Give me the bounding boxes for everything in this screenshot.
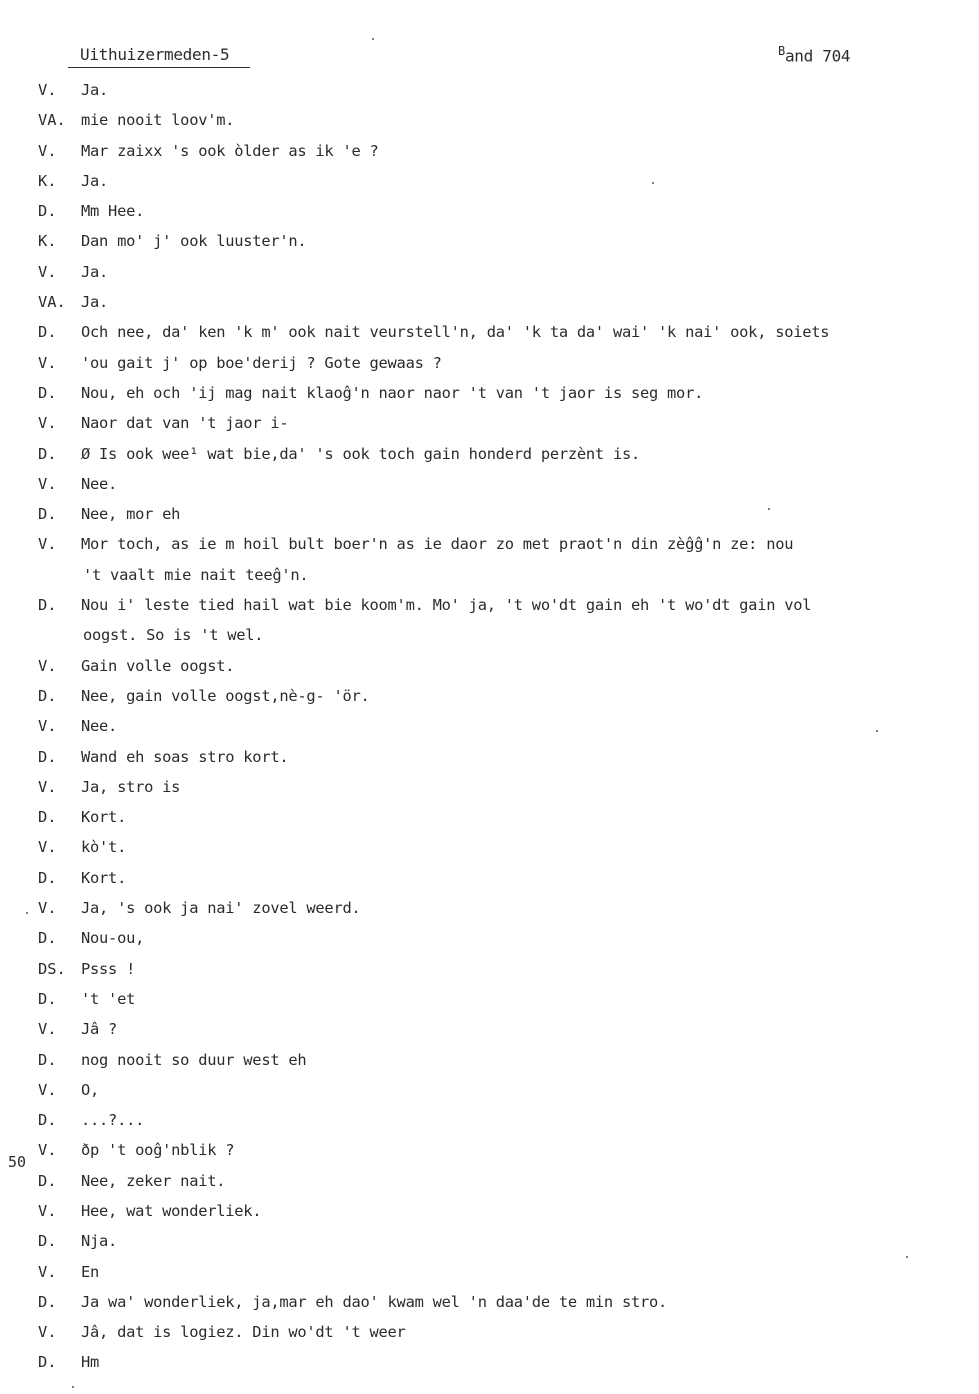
utterance-text: Mar zaixx 's ook òlder as ik 'e ? xyxy=(81,141,379,160)
transcript-line xyxy=(0,378,979,408)
speaker-label: D. xyxy=(38,596,57,615)
transcript-line xyxy=(0,742,979,772)
speaker-label: D. xyxy=(38,202,57,221)
speaker-label: D. xyxy=(38,1292,57,1311)
title-underline xyxy=(68,67,250,68)
utterance-text: Ja. xyxy=(81,81,109,99)
transcript-line xyxy=(0,226,979,256)
utterance-text: 't 'et xyxy=(81,989,136,1008)
speaker-label: VA. xyxy=(38,293,66,312)
utterance-text: Nou, eh och 'ij mag nait klaoĝ'n naor naor 't van 't jaor is seg mor. xyxy=(81,383,704,402)
transcript-line xyxy=(0,1317,979,1347)
transcript-line xyxy=(0,1347,979,1377)
utterance-text: Ø Is ook wee¹ wat bie,da' 's ook toch gain honderd perzènt is. xyxy=(81,444,640,463)
utterance-text: Hm xyxy=(81,1353,100,1372)
utterance-text: Nou-ou, xyxy=(81,929,145,948)
transcript-line xyxy=(0,1075,979,1105)
speaker-label: D. xyxy=(38,505,57,524)
utterance-text: oogst. So is 't wel. xyxy=(83,626,264,645)
utterance-text: Och nee, da' ken 'k m' ook nait veurstell'n, da' 'k ta da' wai' 'k nai' ook, soiets xyxy=(81,323,830,342)
transcript-line xyxy=(0,1166,979,1196)
utterance-text: ...?... xyxy=(81,1111,145,1130)
utterance-text: Jâ, dat is logiez. Din wo'dt 't weer xyxy=(81,1323,406,1342)
transcript-line xyxy=(0,954,979,984)
speaker-label: D. xyxy=(38,686,57,705)
scan-speck xyxy=(72,1386,74,1388)
transcript-line xyxy=(0,590,979,620)
speaker-label: V. xyxy=(38,1020,57,1039)
utterance-text: Mm Hee. xyxy=(81,202,145,221)
utterance-text: Nee, mor eh xyxy=(81,505,181,524)
utterance-text: Kort. xyxy=(81,868,127,887)
utterance-text: 't vaalt mie nait teeĝ'n. xyxy=(83,565,309,584)
transcript-line xyxy=(0,651,979,681)
transcript-line xyxy=(0,681,979,711)
speaker-label: V. xyxy=(38,1323,57,1342)
utterance-text: Nee. xyxy=(81,474,118,493)
transcript-line xyxy=(0,711,979,741)
speaker-label: D. xyxy=(38,383,57,402)
transcript-line xyxy=(0,75,979,105)
scan-speck xyxy=(372,38,374,40)
transcript-line xyxy=(0,1196,979,1226)
band-label: and 704 xyxy=(784,46,851,66)
transcript-line xyxy=(0,1226,979,1256)
transcript-line xyxy=(0,772,979,802)
transcript-line xyxy=(0,257,979,287)
scan-speck xyxy=(906,1256,908,1258)
scan-speck xyxy=(652,182,654,184)
speaker-label: V. xyxy=(38,262,57,281)
speaker-label: D. xyxy=(38,1232,57,1251)
speaker-label: D. xyxy=(38,747,57,766)
utterance-text: mie nooit loov'm. xyxy=(81,111,235,130)
speaker-label: V. xyxy=(38,838,57,857)
speaker-label: VA. xyxy=(38,111,66,130)
scan-speck xyxy=(768,508,770,510)
band-number xyxy=(778,44,850,65)
transcript-line xyxy=(0,1045,979,1075)
transcript-line xyxy=(0,287,979,317)
speaker-label: D. xyxy=(38,1111,57,1130)
speaker-label: DS. xyxy=(38,959,66,978)
transcript-line xyxy=(0,499,979,529)
speaker-label: V. xyxy=(38,535,57,554)
transcript-line xyxy=(0,408,979,438)
utterance-text: Hee, wat wonderliek. xyxy=(81,1201,262,1220)
transcript-line xyxy=(0,348,979,378)
speaker-label: K. xyxy=(38,232,57,251)
utterance-text: 'ou gait j' op boe'derij ? Gote gewaas ? xyxy=(81,353,442,372)
speaker-label: V. xyxy=(38,1080,57,1099)
speaker-label: D. xyxy=(38,1050,57,1069)
transcript-line xyxy=(0,1135,979,1165)
transcript-line xyxy=(0,620,979,650)
speaker-label: D. xyxy=(38,808,57,827)
band-prefix: B xyxy=(778,44,785,58)
speaker-label: V. xyxy=(38,81,57,99)
utterance-text: Jâ ? xyxy=(81,1020,118,1039)
speaker-label: V. xyxy=(38,656,57,675)
transcript-line xyxy=(0,105,979,135)
utterance-text: kò't. xyxy=(81,838,127,857)
utterance-text: Ja, 's ook ja nai' zovel weerd. xyxy=(81,899,361,918)
speaker-label: V. xyxy=(38,474,57,493)
utterance-text: Mor toch, as ie m hoil bult boer'n as ie daor zo met praot'n din zèĝĝ'n ze: nou xyxy=(81,535,794,554)
utterance-text: Nee. xyxy=(81,717,118,736)
utterance-text: Wand eh soas stro kort. xyxy=(81,747,289,766)
speaker-label: V. xyxy=(38,353,57,372)
transcript-line xyxy=(0,1105,979,1135)
speaker-label: D. xyxy=(38,1171,57,1190)
transcript-line xyxy=(0,1257,979,1287)
margin-line-number: 50 xyxy=(8,1153,27,1171)
speaker-label: V. xyxy=(38,1201,57,1220)
utterance-text: Ja. xyxy=(81,171,109,190)
scan-speck xyxy=(876,730,878,732)
transcript-line xyxy=(0,196,979,226)
transcript-line xyxy=(0,1287,979,1317)
speaker-label: V. xyxy=(38,141,57,160)
utterance-text: nog nooit so duur west eh xyxy=(81,1050,307,1069)
speaker-label: K. xyxy=(38,171,57,190)
speaker-label: V. xyxy=(38,899,57,918)
transcript-line xyxy=(0,893,979,923)
transcript-line xyxy=(0,469,979,499)
page-title: Uithuizermeden-5 xyxy=(80,45,230,64)
utterance-text: Ja, stro is xyxy=(81,777,181,796)
transcript-line xyxy=(0,832,979,862)
transcript-line xyxy=(0,984,979,1014)
transcript-line xyxy=(0,136,979,166)
utterance-text: Nja. xyxy=(81,1232,118,1251)
utterance-text: Nee, gain volle oogst,nè-g- 'ör. xyxy=(81,686,370,705)
utterance-text: Gain volle oogst. xyxy=(81,656,235,675)
speaker-label: V. xyxy=(38,777,57,796)
utterance-text: En xyxy=(81,1262,100,1281)
utterance-text: Ja. xyxy=(81,262,109,281)
transcript-line xyxy=(0,802,979,832)
speaker-label: V. xyxy=(38,1262,57,1281)
transcript-line xyxy=(0,560,979,590)
speaker-label: V. xyxy=(38,1141,57,1160)
speaker-label: V. xyxy=(38,414,57,433)
utterance-text: Psss ! xyxy=(81,959,136,978)
utterance-text: Dan mo' j' ook luuster'n. xyxy=(81,232,307,251)
speaker-label: D. xyxy=(38,989,57,1008)
transcript-line xyxy=(0,439,979,469)
transcript-line xyxy=(0,317,979,347)
utterance-text: Nee, zeker nait. xyxy=(81,1171,226,1190)
speaker-label: V. xyxy=(38,717,57,736)
transcript-line xyxy=(0,923,979,953)
transcript-line xyxy=(0,529,979,559)
transcript-line xyxy=(0,1014,979,1044)
utterance-text: Ja wa' wonderliek, ja,mar eh dao' kwam wel 'n daa'de te min stro. xyxy=(81,1292,668,1311)
utterance-text: Kort. xyxy=(81,808,127,827)
transcript-line xyxy=(0,863,979,893)
utterance-text: Nou i' leste tied hail wat bie koom'm. Mo' ja, 't wo'dt gain eh 't wo'dt gain vol xyxy=(81,596,812,615)
utterance-text: O, xyxy=(81,1080,100,1099)
scan-speck xyxy=(26,912,28,914)
speaker-label: D. xyxy=(38,323,57,342)
transcript-lines xyxy=(0,75,979,1378)
speaker-label: D. xyxy=(38,929,57,948)
speaker-label: D. xyxy=(38,1353,57,1372)
utterance-text: Ja. xyxy=(81,293,109,312)
speaker-label: D. xyxy=(38,444,57,463)
transcript-line xyxy=(0,166,979,196)
speaker-label: D. xyxy=(38,868,57,887)
utterance-text: Naor dat van 't jaor i- xyxy=(81,414,289,433)
utterance-text: ðp 't ooĝ'nblik ? xyxy=(81,1141,235,1160)
